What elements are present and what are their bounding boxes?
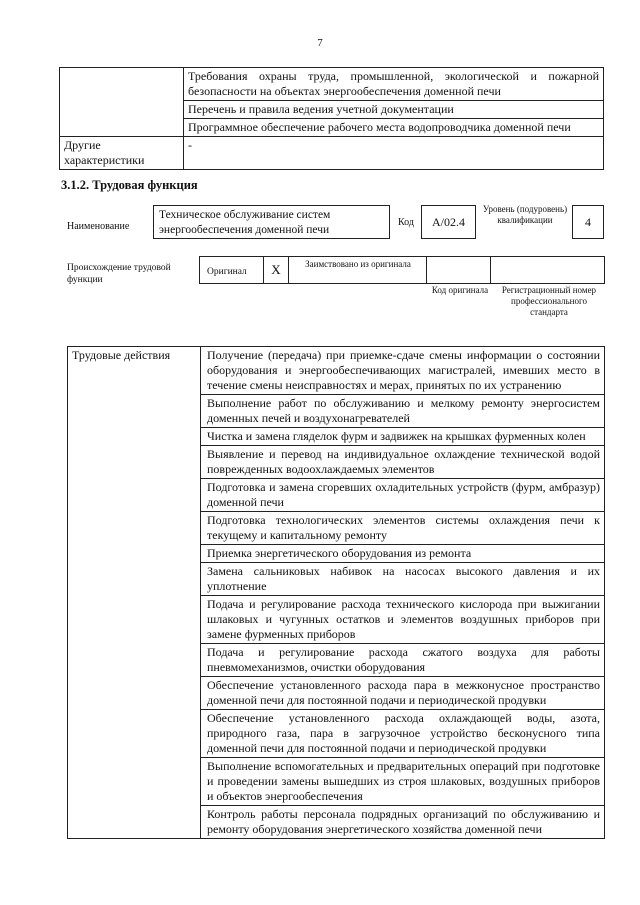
labor-action-item: Выполнение вспомогательных и предварительных операций при подготовке и проведении замены вышедших из строя шлаковых, воздушных приборов и объектов энергообеспечения: [201, 758, 605, 806]
function-name-box: [153, 205, 390, 239]
labor-action-item: Выявление и перевод на индивидуальное охлаждение технической водой поврежденных водоохлаждаемых элементов: [201, 446, 605, 479]
table-row: [60, 137, 604, 170]
table-cell: Перечень и правила ведения учетной документации: [184, 101, 604, 119]
level-label: Уровень (подуровень) квалификации: [482, 204, 568, 225]
labor-action-item: Обеспечение установленного расхода пара в межконусное пространство доменной печи для постоянной подачи и периодической продувки: [201, 677, 605, 710]
function-name-value: Техническое обслуживание систем энергообеспечения доменной печи: [159, 209, 331, 236]
origin-divider: [490, 256, 491, 284]
section-title: 3.1.2. Трудовая функция: [61, 178, 198, 192]
original-mark: X: [263, 256, 289, 284]
level-value: 4: [585, 215, 591, 229]
labor-action-item: Чистка и замена гляделок фурм и задвижек на крышках фурменных колен: [201, 428, 605, 446]
function-code-box: [421, 205, 476, 239]
labor-action-item: Подача и регулирование расхода технического кислорода при выжигании шлаковых и чугунных остатков и элементов воздушных приборов при замене фурменных приборов: [201, 596, 605, 644]
function-code-value: A/02.4: [432, 215, 465, 229]
labor-action-item: Подготовка и замена сгоревших охладительных устройств (фурм, амбразур) доменной печи: [201, 479, 605, 512]
labor-action-item: Приемка энергетического оборудования из ремонта: [201, 545, 605, 563]
table-row: [60, 68, 604, 101]
borrowed-label: Заимствовано из оригинала: [305, 259, 411, 269]
labor-action-item: Подготовка технологических элементов системы охлаждения печи к текущему и капитальному ремонту: [201, 512, 605, 545]
labor-action-item: Обеспечение установленного расхода охлаждающей воды, азота, природного газа, пара в загрузочное устройство бесконусного типа доменной печи для постоянной подачи и периодической продувки: [201, 710, 605, 758]
origin-label: Происхождение трудовой функции: [67, 263, 171, 285]
name-label: Наименование: [67, 221, 130, 232]
reg-number-caption: Регистрационный номер профессионального стандарта: [501, 285, 597, 317]
labor-actions-body: [68, 347, 605, 839]
labor-action-item: Замена сальниковых набивок на насосах высокого давления и их уплотнение: [201, 563, 605, 596]
labor-actions-table: [67, 346, 605, 839]
labor-actions-label: Трудовые действия: [68, 347, 201, 839]
original-label: Оригинал: [207, 267, 247, 277]
labor-action-item: Получение (передача) при приемке-сдаче смены информации о состоянии оборудования и энергообеспечивающих магистралей, имевших место в течение смены неисправностях и мерах, принятых по их устранению: [201, 347, 605, 395]
labor-action-item: Выполнение работ по обслуживанию и мелкому ремонту энергосистем доменных печей и воздухонагревателей: [201, 395, 605, 428]
code-original-caption: Код оригинала: [431, 285, 489, 295]
other-characteristics-value: -: [184, 137, 604, 170]
table-cell: Программное обеспечение рабочего места водопроводчика доменной печи: [184, 119, 604, 137]
code-label: Код: [398, 217, 414, 228]
origin-divider: [426, 256, 427, 284]
table-row: [68, 347, 605, 395]
knowledge-table: [59, 67, 604, 170]
other-characteristics-label: Другие характеристики: [60, 137, 184, 170]
empty-label-cell: [60, 68, 184, 137]
level-box: [572, 205, 604, 239]
labor-action-item: Подача и регулирование расхода сжатого воздуха для работы пневмомеханизмов, очистки оборудования: [201, 644, 605, 677]
page-number: 7: [317, 37, 323, 49]
labor-action-item: Контроль работы персонала подрядных организаций по обслуживанию и ремонту оборудования энергетического хозяйства доменной печи: [201, 806, 605, 839]
table-cell: Требования охраны труда, промышленной, экологической и пожарной безопасности на объектах энергообеспечения доменной печи: [184, 68, 604, 101]
